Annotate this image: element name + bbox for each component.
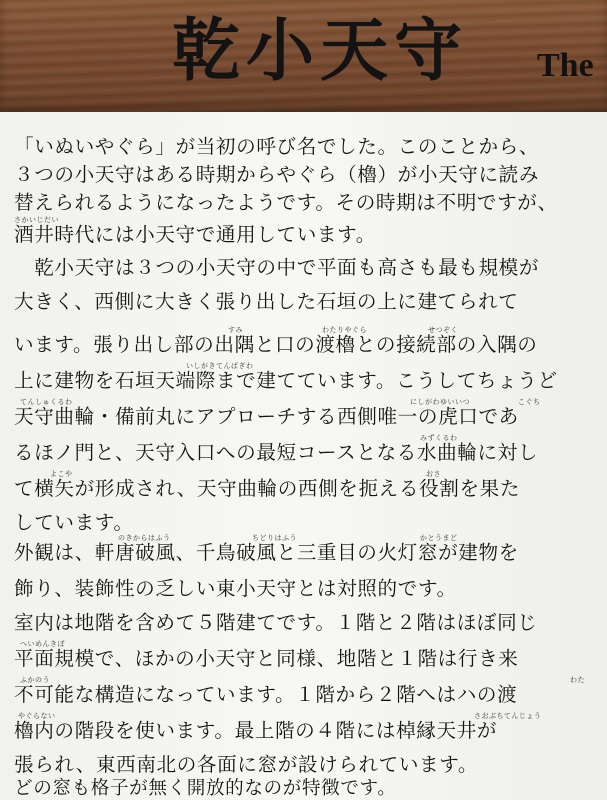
furigana: おさ	[426, 470, 441, 478]
text-line: 飾り、装飾性の乏しい東小天守とは対照的です。	[14, 577, 457, 600]
furigana: わたりやぐら	[322, 326, 367, 334]
furigana: いしがきてんばぎわ	[186, 362, 254, 370]
text-line: ３つの小天守はある時期からやぐら（櫓）が小天守に読み	[14, 163, 540, 186]
furigana: ふかのう	[20, 676, 50, 684]
furigana: やぐらない	[18, 712, 56, 720]
furigana: ちどりはふう	[252, 534, 297, 542]
text-line: 外観は、軒唐破風、千鳥破風と三重目の火灯窓が建物を	[14, 541, 519, 564]
english-title-fragment: The	[537, 47, 594, 84]
furigana: さかいじだい	[14, 216, 59, 224]
explanatory-text-panel	[0, 112, 607, 800]
furigana: へいめんきぼ	[20, 640, 65, 648]
text-line: 乾小天守は３つの小天守の中で平面も高さも最も規模が	[14, 256, 540, 279]
text-line: るほノ門と、天守入口への最短コースとなる水曲輪に対し	[14, 441, 539, 464]
furigana: かとうまど	[420, 534, 458, 542]
text-line: 不可能な構造になっています。１階から２階へはハの渡	[14, 683, 518, 706]
furigana: せつぞく	[428, 326, 458, 334]
text-line: 櫓内の階段を使います。最上階の４階には棹縁天井が	[14, 719, 498, 742]
text-line: どの窓も格子が無く開放的なのが特徴です。	[14, 778, 397, 799]
text-line: 大きく、西側に大きく張り出した石垣の上に建てられて	[14, 290, 519, 313]
furigana: にしがわゆいいつ	[410, 398, 470, 406]
text-line: 「いぬいやぐら」が当初の呼び名でした。このことから、	[14, 135, 540, 158]
furigana: よこや	[50, 470, 73, 478]
page-title: 乾小天守	[172, 11, 469, 91]
text-line: 張られ、東西南北の各面に窓が設けられています。	[14, 753, 479, 776]
text-line: 替えられるようになったようです。その時期は不明ですが、	[14, 191, 558, 214]
furigana: わた	[570, 676, 585, 684]
text-line: 平面規模で、ほかの小天守と同様、地階と１階は行き来	[14, 647, 519, 670]
text-line: 上に建物を石垣天端際まで建てています。こうしてちょうど	[14, 369, 558, 392]
furigana: すみ	[228, 326, 243, 334]
header-wood-panel	[0, 0, 607, 115]
text-line: 室内は地階を含めて５階建てです。１階と２階はほぼ同じ	[14, 611, 538, 634]
text-line: います。張り出し部の出隅と口の渡櫓との接続部の入隅の	[14, 333, 538, 356]
furigana: のきからはふう	[118, 534, 171, 542]
text-line: しています。	[14, 511, 134, 534]
furigana: さおぶちてんじょう	[474, 712, 542, 720]
furigana: てんしゅくるわ	[20, 398, 73, 406]
text-line: て横矢が形成され、天守曲輪の西側を扼える役割を果た	[14, 477, 521, 500]
text-line: 酒井時代には小天守で通用しています。	[14, 223, 376, 246]
furigana: みずくるわ	[420, 434, 458, 442]
text-line: 天守曲輪・備前丸にアプローチする西側唯一の虎口であ	[14, 405, 519, 428]
furigana: こぐち	[518, 398, 541, 406]
